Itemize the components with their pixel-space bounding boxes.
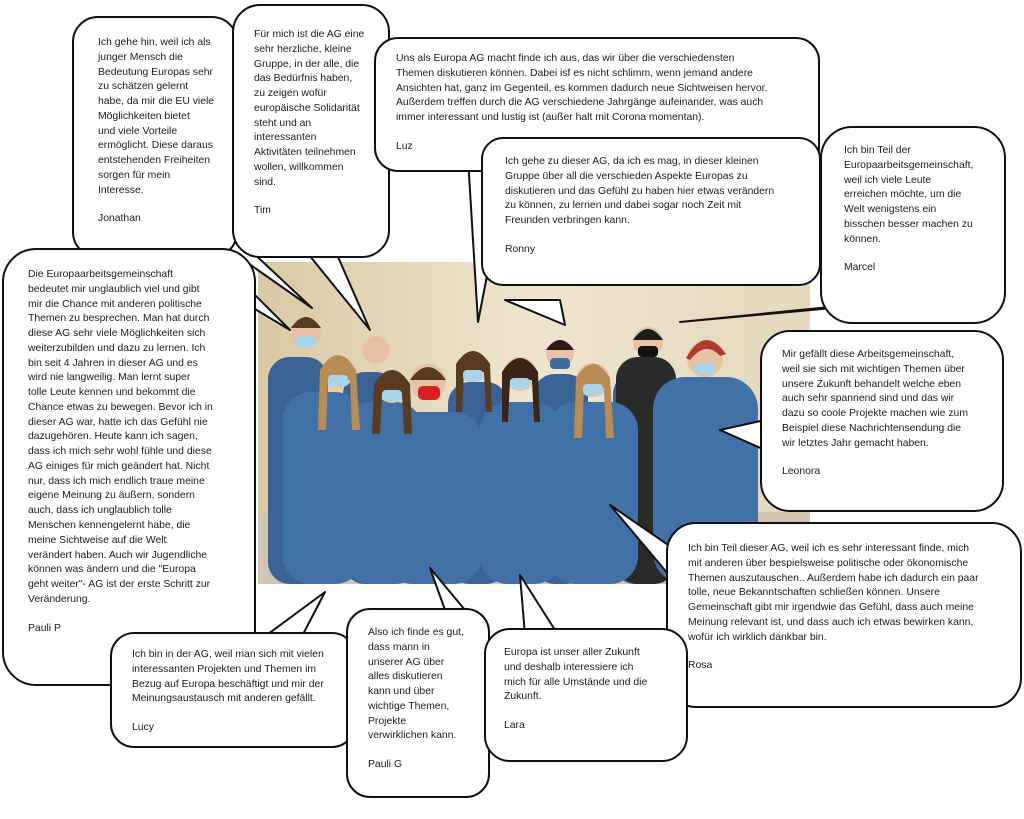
bubble-text: Ich bin in der AG, weil man sich mit vielen interessanten Projekten und Themen im Bezug auf Europa beschäftigt und mir der Meinungsaustausch mit anderen gefällt. <box>132 649 324 705</box>
speech-bubble-lara <box>484 628 688 762</box>
bubble-text: Mir gefällt diese Arbeitsgemeinschaft, weil sie sich mit wichtigen Themen über unsere Zukunft behandelt welche eben auch sehr spannend sind und das wir dazu so coole Projekte machen wie zum Beispiel diese Nachrichtensendung die wir letztes Jahr gemacht haben. <box>782 349 968 449</box>
bubble-text: Die Europaarbeitsgemeinschaft bedeutet mir unglaublich viel und gibt mir die Chance mit anderen politische Themen zu besprechen. Man hat durch diese AG sehr viele Möglichkeiten sich weiterzubilden und dazu zu lernen. Ich bin seit 4 Jahren in dieser AG und es wird nie langweilig. Man lernt super tolle Leute kennen und bekommt die Chance etwas zu bewegen. Bevor ich in dieser AG war, hatte ich das Gefühl nie dazugehören. Heute kann ich sagen, dass ich mich sehr wohl fühle und diese AG einiges für mich geändert hat. Nicht nur, dass ich mich endlich traue meine eigene Meinung zu äußern, sondern auch, dass ich unglaublich tolle Menschen kennengelernt habe, die meine Sichtweise auf die Welt verändert haben. Auch wir Jugendliche können was ändern und die "Europa geht weiter"- AG ist der erste Schritt zur Veränderung. <box>28 269 213 605</box>
speech-bubble-jonathan <box>72 16 238 258</box>
speech-bubble-ronny <box>481 137 821 286</box>
bubble-text: Uns als Europa AG macht finde ich aus, das wir über die verschiedensten Themen diskutieren können. Dabei isf es nicht schlimm, wenn jemand andere Ansichten hat, ganz im Gegenteil, es kommen dadurch neue Sichtweisen hervor. Außerdem treffen durch die AG verschiedene Jahrgänge aufeinander, was auch immer interessant und lustig ist (außer halt mit Corona momentan). <box>396 53 768 124</box>
bubble-author: Marcel <box>844 262 876 274</box>
bubble-author: Pauli G <box>368 759 403 771</box>
bubble-author: Leonora <box>782 466 821 478</box>
speech-bubble-tim <box>232 4 390 258</box>
bubble-text: Ich bin Teil der Europaarbeitsgemeinschaft, weil ich viele Leute erreichen möchte, um die Welt wenigstens ein bisschen besser machen zu können. <box>844 145 974 245</box>
speech-bubble-marcel <box>820 126 1006 324</box>
bubble-text: Ich gehe hin, weil ich als junger Mensch die Bedeutung Europas sehr zu schätzen gelernt habe, da mir die EU viele Möglichkeiten bietet und viele Vorteile ermöglicht. Diese daraus entstehenden Freiheiten sorgen für mein Interesse. <box>98 37 215 196</box>
bubble-author: Jonathan <box>98 213 141 225</box>
bubble-text: Also ich finde es gut, dass mann in unserer AG über alles diskutieren kann und über wichtige Themen, Projekte verwirklichen kann. <box>368 627 464 742</box>
bubble-author: Tim <box>254 205 271 217</box>
speech-bubble-leonora <box>760 330 1004 512</box>
speech-bubble-lucy <box>110 632 356 748</box>
bubble-text: Ich bin Teil dieser AG, weil ich es sehr interessant finde, mich mit anderen über bespielsweise politische oder ökonomische Themen auszutauschen.. Außerdem habe ich dadurch ein paar tolle, neue Bekanntschaften schließen können. Unsere Gemeinschaft gibt mir irgendwie das Gefühl, dass auch meine Meinung relevant ist, und dass auch ich etwas bewirken kann, wofür ich wirklich dankbar bin. <box>688 543 979 643</box>
speech-bubble-pauli-g <box>346 608 490 798</box>
bubble-author: Pauli P <box>28 622 61 634</box>
bubble-author: Lara <box>504 720 525 732</box>
bubble-text: Für mich ist die AG eine sehr herzliche, kleine Gruppe, in der alle, die das Bedürfnis haben, zu zeigen wofür europäische Solidarität steht und an interessanten Aktivitäten teilnehmen wollen, willkommen sind. <box>254 29 365 188</box>
bubble-author: Ronny <box>505 243 536 255</box>
speech-bubble-pauli-p <box>2 248 256 686</box>
bubble-text: Ich gehe zu dieser AG, da ich es mag, in dieser kleinen Gruppe über all die verschieden Aspekte Europas zu diskutieren und das Gefühl zu haben hier etwas verändern zu können, zu lernen und dabei sogar noch Zeit mit Freunden verbringen kann. <box>505 156 775 227</box>
bubble-author: Luz <box>396 140 413 152</box>
bubble-text: Europa ist unser aller Zukunft und deshalb interessiere ich mich für alle Umstände und die Zukunft. <box>504 647 648 703</box>
bubble-author: Lucy <box>132 722 154 734</box>
speech-bubble-rosa <box>666 522 1022 708</box>
bubble-author: Rosa <box>688 660 713 672</box>
